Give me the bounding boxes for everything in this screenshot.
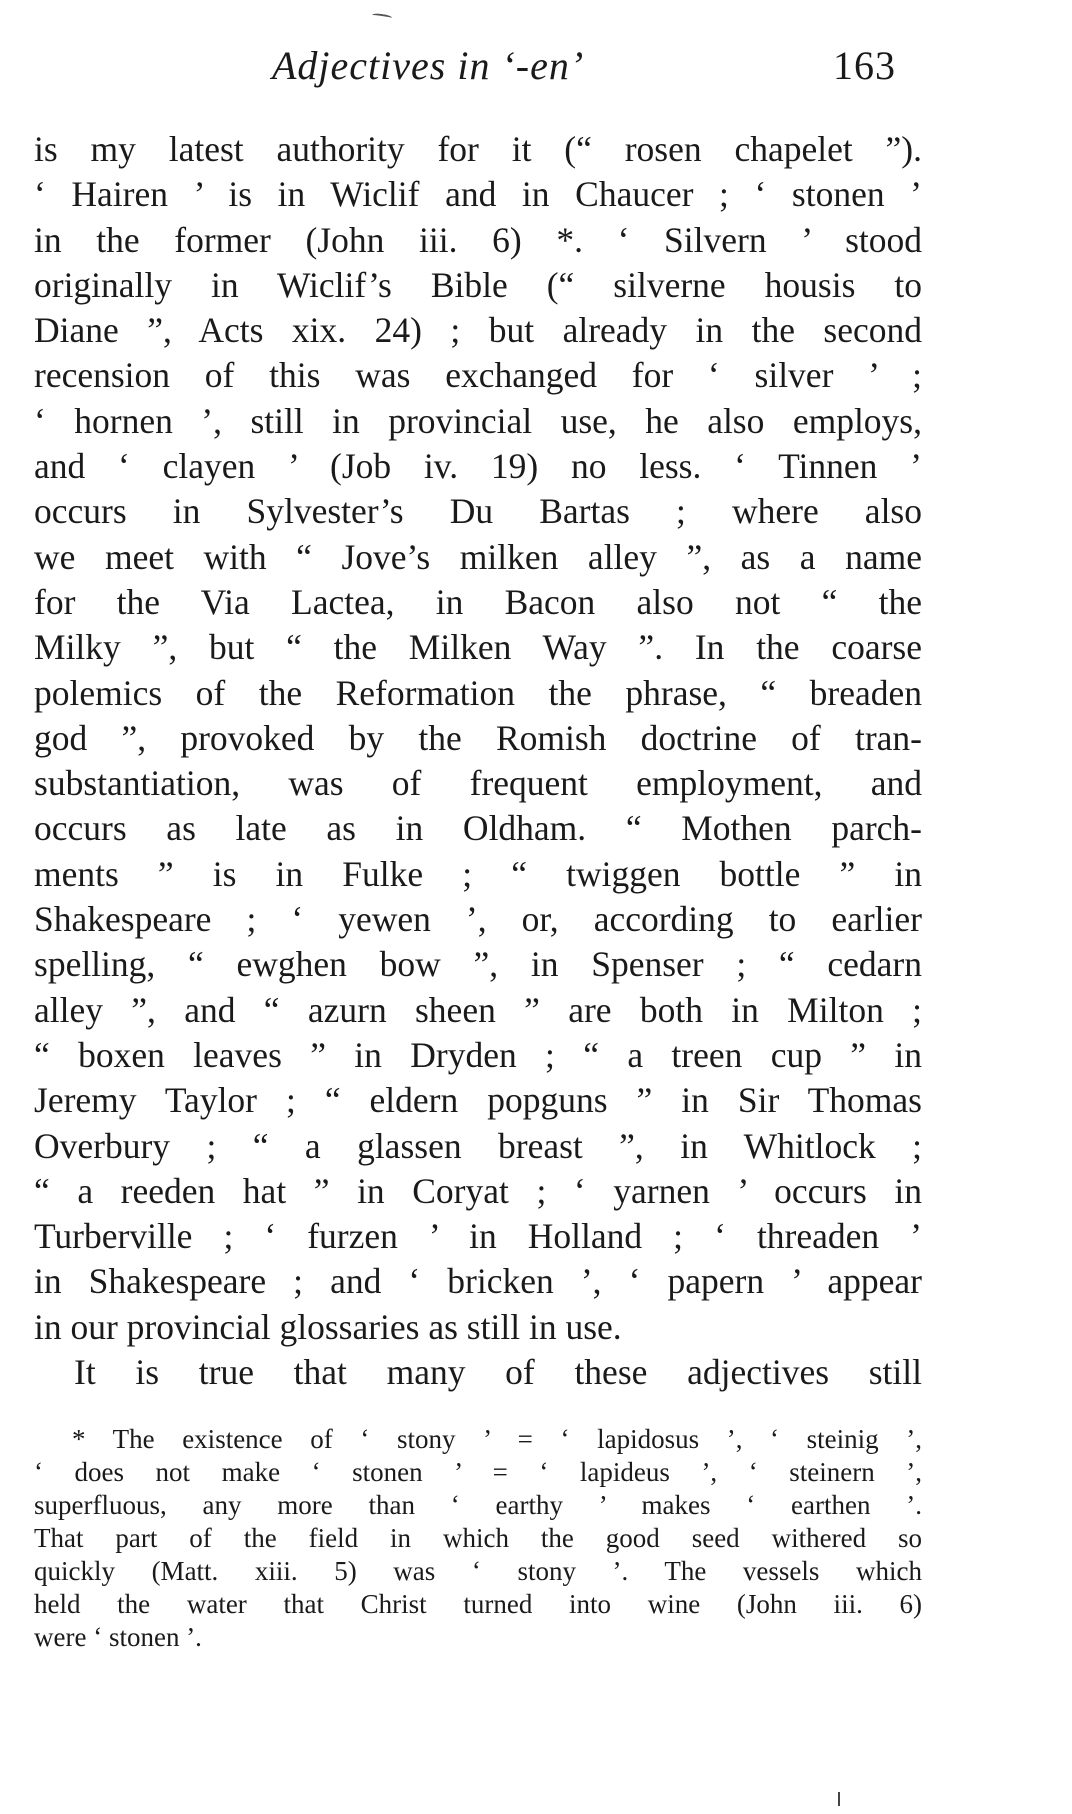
body-line: in Shakespeare ; and ‘ bricken ’, ‘ papern ’ appear	[34, 1261, 922, 1302]
body-line: Shakespeare ; ‘ yewen ’, or, according to earlier	[34, 899, 922, 940]
body-line: spelling, “ ewghen bow ”, in Spenser ; “ cedarn	[34, 944, 922, 985]
footnote-line: held the water that Christ turned into wine (John iii. 6)	[34, 1589, 922, 1619]
body-paragraphs	[34, 127, 922, 1395]
footnote-line: ‘ does not make ‘ stonen ’ = ‘ lapideus ’, ‘ steinern ’,	[34, 1457, 922, 1487]
body-line: “ a reeden hat ” in Coryat ; ‘ yarnen ’ occurs in	[34, 1170, 922, 1211]
body-line: ‘ Hairen ’ is in Wiclif and in Chaucer ; ‘ stonen ’	[34, 174, 922, 215]
footnote-line: quickly (Matt. xiii. 5) was ‘ stony ’. The vessels which	[34, 1556, 922, 1586]
body-line: occurs in Sylvester’s Du Bartas ; where also	[34, 491, 922, 532]
body-line: ‘ hornen ’, still in provincial use, he also employs,	[34, 400, 922, 441]
footnote	[34, 1423, 922, 1654]
body-line: Milky ”, but “ the Milken Way ”. In the coarse	[34, 627, 922, 668]
body-line: alley ”, and “ azurn sheen ” are both in Milton ;	[34, 989, 922, 1030]
running-head: Adjectives in ‘-en’	[272, 43, 585, 88]
body-line: in our provincial glossaries as still in use.	[34, 1306, 622, 1347]
body-line: and ‘ clayen ’ (Job iv. 19) no less. ‘ Tinnen ’	[34, 446, 922, 487]
body-line: Diane ”, Acts xix. 24) ; but already in the second	[34, 310, 922, 351]
body-line: It is true that many of these adjectives still	[74, 1352, 922, 1393]
body-line: god ”, provoked by the Romish doctrine of tran-	[34, 717, 922, 758]
body-line: “ boxen leaves ” in Dryden ; “ a treen cup ” in	[34, 1034, 922, 1075]
body-line: Overbury ; “ a glassen breast ”, in Whitlock ;	[34, 1125, 922, 1166]
footnote-line: were ‘ stonen ’.	[34, 1622, 202, 1652]
printer-mark	[372, 13, 393, 21]
page-number: 163	[833, 43, 896, 88]
body-line: substantiation, was of frequent employment, and	[34, 763, 922, 804]
body-line: Turberville ; ‘ furzen ’ in Holland ; ‘ threaden ’	[34, 1216, 922, 1257]
footnote-line: * The existence of ‘ stony ’ = ‘ lapidosus ’, ‘ steinig ’,	[72, 1424, 922, 1454]
body-line: polemics of the Reformation the phrase, “ breaden	[34, 672, 922, 713]
body-line: Jeremy Taylor ; “ eldern popguns ” in Sir Thomas	[34, 1080, 922, 1121]
body-line: for the Via Lactea, in Bacon also not “ the	[34, 581, 922, 622]
body-line: is my latest authority for it (“ rosen chapelet ”).	[34, 129, 922, 169]
body-line: in the former (John iii. 6) *. ‘ Silvern ’ stood	[34, 219, 922, 260]
body-line: recension of this was exchanged for ‘ silver ’ ;	[34, 355, 922, 396]
footnote-line: superfluous, any more than ‘ earthy ’ makes ‘ earthen ’.	[34, 1490, 922, 1520]
footnote-line: That part of the field in which the good seed withered so	[34, 1523, 922, 1553]
body-line: originally in Wiclif’s Bible (“ silverne housis to	[34, 264, 922, 305]
body-line: occurs as late as in Oldham. “ Mothen parch-	[34, 808, 922, 849]
body-line: we meet with “ Jove’s milken alley ”, as a name	[34, 536, 922, 577]
edge-mark	[838, 1792, 840, 1806]
body-line: ments ” is in Fulke ; “ twiggen bottle ” in	[34, 853, 922, 894]
